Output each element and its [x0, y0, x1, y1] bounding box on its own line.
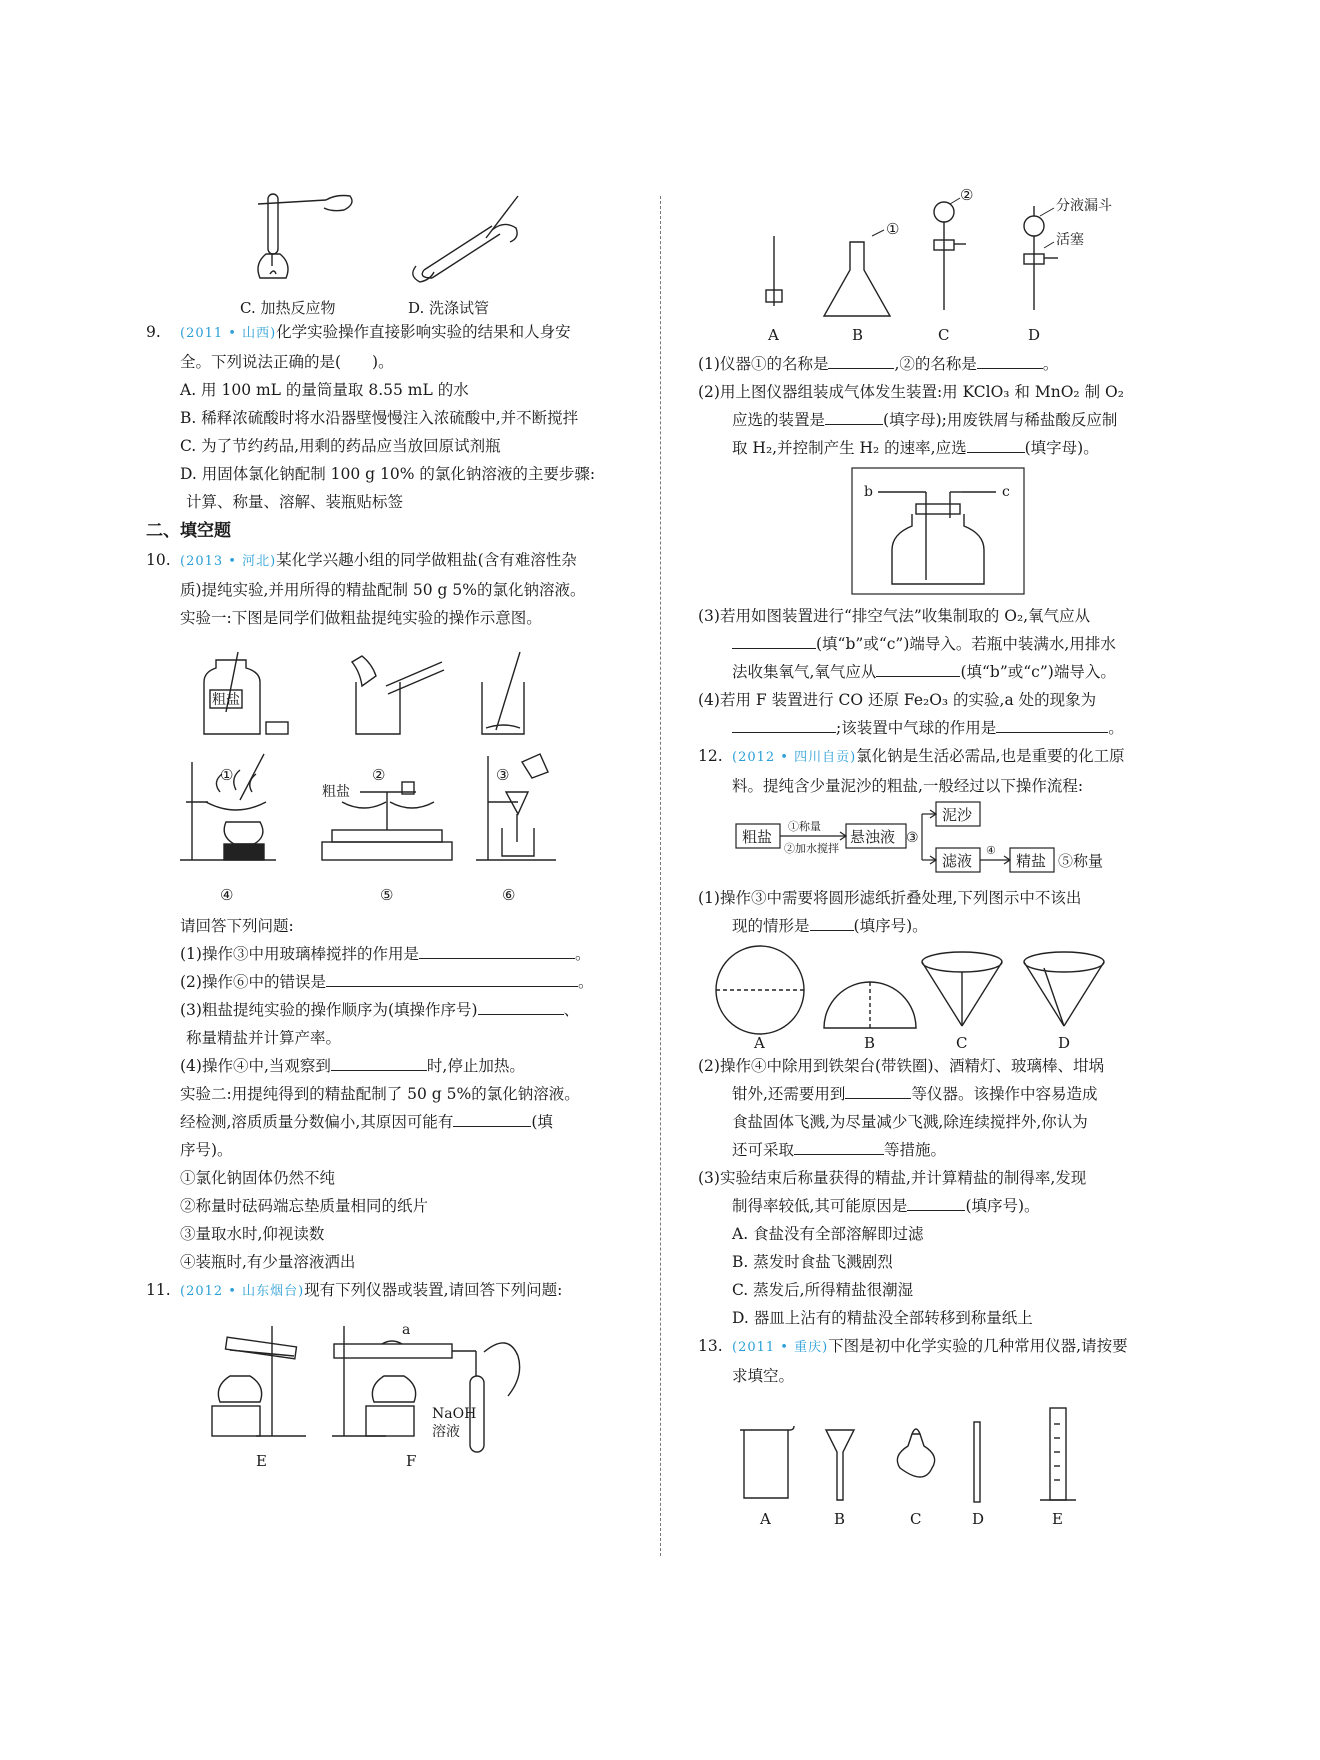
- q10-exp2-2a: 经检测,溶质质量分数偏小,其原因可能有: [180, 1113, 454, 1131]
- q9-option-a: A. 用 100 mL 的量筒量取 8.55 mL 的水: [180, 381, 469, 399]
- q11-blank-7[interactable]: [732, 714, 836, 733]
- q13-fig-d-label: D: [972, 1510, 985, 1528]
- q10-exp2-1: 实验二:用提纯得到的精盐配制了 50 g 5%的氯化钠溶液。: [180, 1085, 580, 1103]
- q11-blank-6[interactable]: [876, 658, 960, 677]
- q12-flow-suspension: 悬浊液: [850, 828, 896, 846]
- q12-filter-paper-figure: [698, 940, 1178, 1052]
- q10-blank-4[interactable]: [331, 1052, 427, 1071]
- q13-fig-e-label: E: [1052, 1510, 1063, 1528]
- section-heading-fill-in: 二、填空题: [146, 521, 231, 541]
- q12-part-1b: 现的情形是: [732, 917, 810, 935]
- q11-fig-d-label: D: [1028, 326, 1041, 344]
- q12-part-2e: 还可采取: [732, 1141, 795, 1159]
- q11-solution-label: 溶液: [432, 1424, 460, 1440]
- q12-flow-step4: ④: [986, 844, 996, 857]
- q10-exp1: 实验一:下图是同学们做粗盐提纯实验的操作示意图。: [180, 609, 542, 627]
- q10-reason-3: ③量取水时,仰视读数: [180, 1225, 325, 1243]
- q12-number: 12.: [698, 747, 723, 765]
- q10-crude-salt-label: 粗盐: [322, 784, 350, 800]
- q9-stem-1: 化学实验操作直接影响实验的结果和人身安: [276, 323, 571, 341]
- q11-blank-1[interactable]: [828, 350, 894, 369]
- q11-naoh-label: NaOH: [432, 1406, 477, 1422]
- q10-bottle-label: 粗盐: [212, 692, 240, 708]
- q13-fig-b-label: B: [834, 1510, 846, 1528]
- q12-fig-c-label: C: [956, 1034, 968, 1052]
- q12-blank-4[interactable]: [907, 1192, 965, 1211]
- q9-apparatus-drawing: [146, 186, 646, 318]
- q10-number: 10.: [146, 551, 171, 569]
- q9-option-d-cont: 计算、称量、溶解、装瓶贴标签: [186, 493, 404, 511]
- q11-blank-4[interactable]: [967, 434, 1025, 453]
- question-13: [698, 1332, 1178, 1530]
- q10-fig-6-label: ⑥: [502, 886, 516, 904]
- q10-fig-1-label: ①: [220, 766, 234, 784]
- q12-part-2c: 等仪器。该操作中容易造成: [911, 1085, 1098, 1103]
- q11-separatory-funnel-label: 分液漏斗: [1056, 198, 1112, 214]
- q10-operations-figure: [146, 632, 646, 912]
- q10-reason-4: ④装瓶时,有少量溶液洒出: [180, 1253, 356, 1271]
- q9-number: 9.: [146, 323, 161, 341]
- q12-stem-2: 料。提纯含少量泥沙的粗盐,一般经过以下操作流程:: [732, 777, 1084, 795]
- q12-part-2d: 食盐固体飞溅,为尽量减少飞溅,除连续搅拌外,你认为: [732, 1113, 1088, 1131]
- q12-part-2b: 钳外,还需要用到: [732, 1085, 846, 1103]
- q10-fig-3-label: ③: [496, 766, 510, 784]
- q11-part-2: (2)用上图仪器组装成气体发生装置:用 KClO₃ 和 MnO₂ 制 O₂: [698, 383, 1124, 401]
- q12-stem-1: 氯化钠是生活必需品,也是重要的化工原: [856, 747, 1125, 765]
- q12-flow-step1: ①称量: [788, 820, 821, 833]
- q11-fig-b-label: B: [852, 326, 864, 344]
- q10-part-1: (1)操作③中用玻璃棒搅拌的作用是: [180, 945, 419, 963]
- q10-blank-5[interactable]: [453, 1108, 531, 1127]
- q11-abcd-drawing: [698, 186, 1178, 350]
- q12-blank-1[interactable]: [810, 912, 854, 931]
- right-column: [698, 186, 1178, 1530]
- q10-fig-4-label: ④: [220, 886, 234, 904]
- q11-blank-8[interactable]: [996, 714, 1108, 733]
- q11-ef-drawing: [146, 1306, 646, 1476]
- q9-option-c: C. 为了节约药品,用剩的药品应当放回原试剂瓶: [180, 437, 501, 455]
- q12-flow-filtrate: 滤液: [942, 852, 973, 870]
- q10-reason-2: ②称量时砝码端忘垫质量相同的纸片: [180, 1197, 429, 1215]
- q13-source: (2011 • 重庆): [732, 1340, 829, 1355]
- q11-fig-a-label: A: [768, 326, 779, 344]
- q10-blank-3[interactable]: [478, 996, 564, 1015]
- q11-part-4b: ;该装置中气球的作用是: [836, 719, 997, 737]
- q12-flow-sand: 泥沙: [942, 806, 973, 824]
- q11-blank-5[interactable]: [732, 630, 816, 649]
- q10-part-2: (2)操作⑥中的错误是: [180, 973, 326, 991]
- q12-option-a: A. 食盐没有全部溶解即过滤: [732, 1225, 924, 1243]
- q13-fig-c-label: C: [910, 1510, 922, 1528]
- q11-bottle-c-label: c: [1002, 484, 1010, 500]
- q13-instruments-drawing: [698, 1390, 1178, 1530]
- q10-exp2-3: 序号)。: [180, 1141, 233, 1159]
- q12-part-2f: 等措施。: [884, 1141, 947, 1159]
- q11-mark-1: ①: [886, 220, 900, 238]
- q11-fig-f-label: F: [406, 1452, 417, 1470]
- q11-gas-bottle-figure: [698, 462, 1178, 602]
- q10-source: (2013 • 河北): [180, 554, 277, 569]
- q12-part-1: (1)操作③中需要将圆形滤纸折叠处理,下列图示中不该出: [698, 889, 1082, 907]
- question-10: 10. (2013 • 河北)某化学兴趣小组的同学做粗盐(含有难溶性杂 质)提纯实验,并用所得的精盐配制 50 g 5%的氯化钠溶液。 实验一:下图是同学们做粗盐提纯实验的操作示意图。 ① ② ③ 粗盐 粗盐 ④ ⑤ ⑥ 请回答下列问题: (1)操作③中用玻璃棒搅拌的作用是 。 (2)操作⑥中的错误是 。 (3)粗盐提纯实验的操作顺序为(填操作序号) 、 称量精盐并计算产率。 (4)操作④中,当观察到 时,停止加热。 实验二:用提纯得到的精盐配制了 50 g 5%的氯化钠溶液。 经检测,溶质质量分数偏小,其原因可能有 (填 序号)。 ①氯化钠固体仍然不纯 ②称量时砝码端忘垫质量相同的纸片 ③量取水时,仰视读数 ④装瓶时,有少量溶液洒出: [146, 546, 646, 1276]
- q13-fig-a-label: A: [760, 1510, 771, 1528]
- q12-fig-a-label: A: [754, 1034, 765, 1052]
- q12-flow-refined: 精盐: [1016, 852, 1047, 870]
- q11-blank-2[interactable]: [977, 350, 1043, 369]
- q12-part-2: (2)操作④中除用到铁架台(带铁圈)、酒精灯、玻璃棒、坩埚: [698, 1057, 1105, 1075]
- q13-stem-2: 求填空。: [732, 1367, 795, 1385]
- q11-mark-a: a: [402, 1322, 411, 1338]
- q11-part-2e: (填字母)。: [1024, 439, 1099, 457]
- q12-part-3b: 制得率较低,其可能原因是: [732, 1197, 908, 1215]
- q11-bottle-b-label: b: [864, 484, 873, 500]
- q11-part-1a: (1)仪器①的名称是: [698, 355, 829, 373]
- q10-stem-1: 某化学兴趣小组的同学做粗盐(含有难溶性杂: [276, 551, 577, 569]
- q11-fig-e-label: E: [256, 1452, 267, 1470]
- q10-operations-drawing: [146, 632, 646, 912]
- q11-part-1b: ,②的名称是: [894, 355, 977, 373]
- question-11: [146, 1276, 646, 1476]
- q9-option-b: B. 稀释浓硫酸时将水沿器壁慢慢注入浓硫酸中,并不断搅拌: [180, 409, 579, 427]
- q11-valve-label: 活塞: [1056, 232, 1084, 248]
- q12-flowchart: [698, 800, 1178, 884]
- q12-source: (2012 • 四川自贡): [732, 750, 857, 765]
- q9-figure: [146, 186, 646, 318]
- q10-ask: 请回答下列问题:: [180, 917, 294, 935]
- question-12: [698, 742, 1178, 1332]
- q10-part-4a: (4)操作④中,当观察到: [180, 1057, 331, 1075]
- q12-option-d: D. 器皿上沾有的精盐没全部转移到称量纸上: [732, 1309, 1033, 1327]
- q11-source: (2012 • 山东烟台): [180, 1284, 305, 1299]
- q10-reason-1: ①氯化钠固体仍然不纯: [180, 1169, 336, 1187]
- q12-flow-step3: ③: [906, 830, 919, 846]
- q12-fig-b-label: B: [864, 1034, 876, 1052]
- q9-fig-c-label: C. 加热反应物: [240, 299, 336, 317]
- q11-part-4: (4)若用 F 装置进行 CO 还原 Fe₂O₃ 的实验,a 处的现象为: [698, 691, 1097, 709]
- q11-number: 11.: [146, 1281, 171, 1299]
- q13-instruments-figure: [698, 1390, 1178, 1530]
- q12-part-3: (3)实验结束后称量获得的精盐,并计算精盐的制得率,发现: [698, 1169, 1087, 1187]
- q11-blank-3[interactable]: [825, 406, 883, 425]
- q11-apparatus-figure: [146, 1306, 646, 1476]
- q12-blank-2[interactable]: [845, 1080, 911, 1099]
- column-divider: [660, 196, 661, 1556]
- q13-stem-1: 下图是初中化学实验的几种常用仪器,请按要: [828, 1337, 1128, 1355]
- q12-filter-paper-drawing: [698, 940, 1178, 1052]
- q12-option-b: B. 蒸发时食盐飞溅剧烈: [732, 1253, 893, 1271]
- q11-mark-2: ②: [960, 186, 974, 204]
- q10-blank-2[interactable]: [326, 968, 578, 987]
- q11-instruments-figure: [698, 186, 1178, 350]
- q10-stem-2: 质)提纯实验,并用所得的精盐配制 50 g 5%的氯化钠溶液。: [180, 581, 586, 599]
- q10-fig-5-label: ⑤: [380, 886, 394, 904]
- q12-part-3c: (填序号)。: [965, 1197, 1040, 1215]
- q11-gas-bottle-drawing: [698, 462, 1178, 602]
- q12-option-c: C. 蒸发后,所得精盐很潮湿: [732, 1281, 914, 1299]
- q9-option-d: D. 用固体氯化钠配制 100 g 10% 的氯化钠溶液的主要步骤:: [180, 465, 596, 483]
- q9-stem-2: 全。下列说法正确的是( )。: [180, 353, 394, 371]
- q10-fig-2-label: ②: [372, 766, 386, 784]
- q11-part-2b: 应选的装置是: [732, 411, 826, 429]
- question-11-parts: (1)仪器①的名称是 ,②的名称是 。 (2)用上图仪器组装成气体发生装置:用 KClO₃ 和 MnO₂ 制 O₂ 应选的装置是 (填字母);用废铁屑与稀盐酸反应制 取 H₂,并控制产生 H₂ 的速率,应选 (填字母)。 b c (3)若用如图装置进行“排空气法”收集制取的 O₂,氧气应从 (填“b”或“c”)端导入。若瓶中装满水,用排水 法收集氧气,氧气应从 (填“b”或“c”)端导入。 (4)若用 F 装置进行 CO 还原 Fe₂O₃ 的实验,a 处的现象为 ;该装置中气球的作用是 。: [698, 350, 1178, 742]
- q11-stem: 现有下列仪器或装置,请回答下列问题:: [304, 1281, 563, 1299]
- left-column: [146, 186, 646, 1476]
- q12-part-1c: (填序号)。: [853, 917, 928, 935]
- q11-part-3d: (填“b”或“c”)端导入。: [960, 663, 1116, 681]
- q12-blank-3[interactable]: [794, 1136, 884, 1155]
- q12-flow-drawing: [698, 800, 1178, 884]
- q11-part-3: (3)若用如图装置进行“排空气法”收集制取的 O₂,氧气应从: [698, 607, 1091, 625]
- q11-part-1c: 。: [1042, 355, 1059, 373]
- q11-part-3b: (填“b”或“c”)端导入。若瓶中装满水,用排水: [816, 635, 1116, 653]
- q12-flow-crude: 粗盐: [742, 828, 773, 846]
- q12-fig-d-label: D: [1058, 1034, 1071, 1052]
- question-9: [146, 318, 646, 516]
- q10-part-3-cont: 称量精盐并计算产率。: [186, 1029, 342, 1047]
- q9-fig-d-label: D. 洗涤试管: [408, 299, 490, 317]
- q11-fig-c-label: C: [938, 326, 950, 344]
- q11-part-2c: (填字母);用废铁屑与稀盐酸反应制: [883, 411, 1118, 429]
- q10-exp2-2b: (填: [531, 1113, 553, 1131]
- q11-part-3c: 法收集氧气,氧气应从: [732, 663, 877, 681]
- q13-number: 13.: [698, 1337, 723, 1355]
- q10-part-4b: 时,停止加热。: [426, 1057, 525, 1075]
- q12-flow-step5: ⑤称量: [1058, 852, 1104, 870]
- q11-part-2d: 取 H₂,并控制产生 H₂ 的速率,应选: [732, 439, 967, 457]
- q10-part-3: (3)粗盐提纯实验的操作顺序为(填操作序号): [180, 1001, 478, 1019]
- q10-blank-1[interactable]: [419, 940, 575, 959]
- q12-flow-step2: ②加水搅拌: [784, 842, 839, 855]
- q9-source: (2011 • 山西): [180, 326, 277, 341]
